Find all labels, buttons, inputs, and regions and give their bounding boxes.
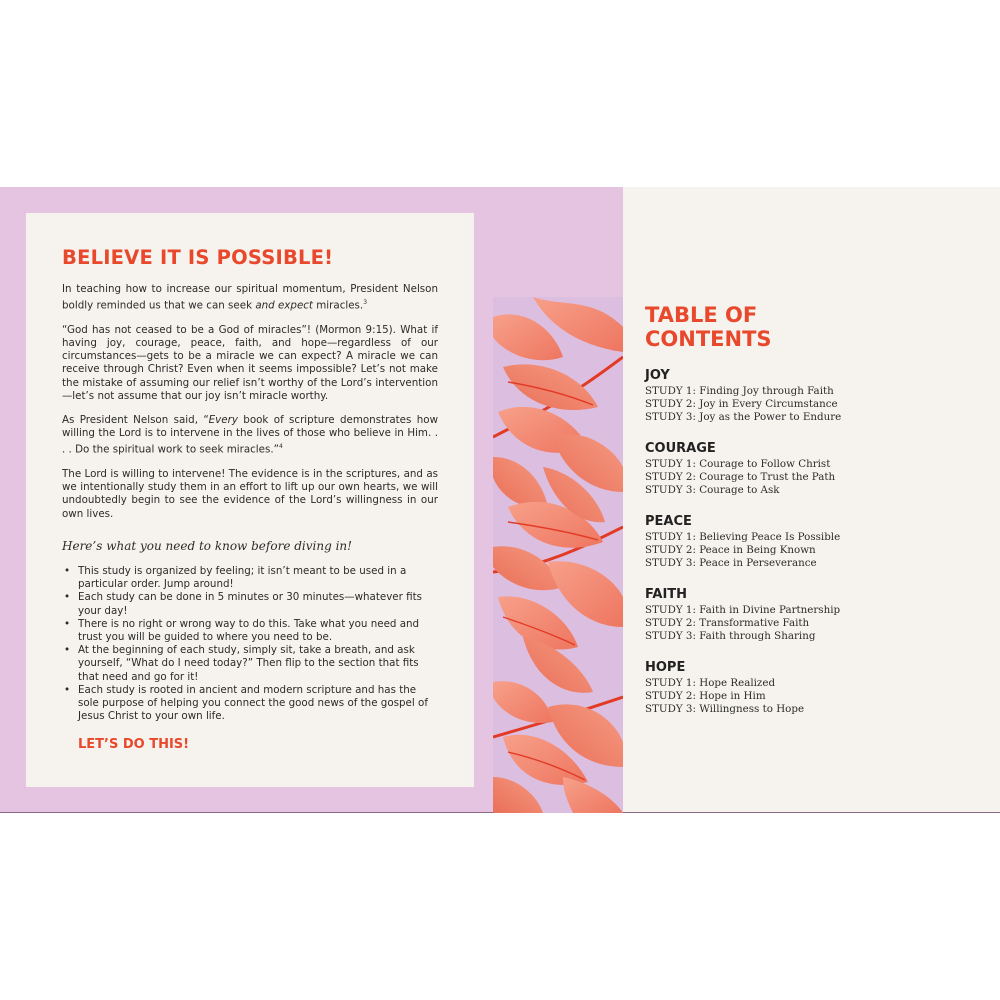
toc-entry[interactable]: STUDY 3: Faith through Sharing — [645, 630, 816, 642]
footnote-marker: 3 — [363, 299, 368, 307]
toc-list — [645, 368, 985, 733]
toc-section-heading: PEACE — [645, 514, 692, 529]
intro-paragraph: In teaching how to increase our spiritual momentum, President Nelson boldly reminded us that we can seek and expect miracles.$^3$ — [62, 283, 438, 312]
toc-section-heading: COURAGE — [645, 441, 716, 456]
leaf-illustration-strip — [493, 297, 623, 813]
toc-entry[interactable]: STUDY 3: Willingness to Hope — [645, 703, 805, 715]
left-page-card — [26, 213, 474, 787]
toc-entry[interactable]: STUDY 1: Courage to Follow Christ — [645, 458, 831, 470]
toc-entry[interactable]: STUDY 3: Courage to Ask — [645, 484, 780, 496]
coral-leaf-branches-illustration — [493, 297, 623, 813]
list-item: • There is no right or wrong way to do this. Take what you need and trust you will be guided to where you need to be. — [62, 618, 438, 644]
nelson-quote-paragraph: As President Nelson said, “Every book of scripture demonstrates how willing the Lord is to intervene in the lives of those who believe in Him. . . . Do the spiritual work to seek miracles.”$^4$ — [62, 414, 438, 456]
miracles-paragraph: “God has not ceased to be a God of miracles”! (Mormon 9:15). What if having joy, courage, peace, faith, and hope—regardless of our circumstances—gets to be a miracle we can expect? A miracle we can receive through Christ? Even when it seems impossible? Let’s not make the mistake of assuming our relief isn’t worthy of the Lord’s intervention—let’s not assume that our joy isn’t miracle worthy. — [62, 323, 438, 402]
toc-section-heading: JOY — [645, 368, 670, 383]
toc-entry[interactable]: STUDY 3: Joy as the Power to Endure — [645, 411, 842, 423]
list-item: • This study is organized by feeling; it isn’t meant to be used in a particular order. Jump around! — [62, 565, 438, 591]
toc-entry[interactable]: STUDY 1: Believing Peace Is Possible — [645, 531, 841, 543]
toc-entry[interactable]: STUDY 1: Faith in Divine Partnership — [645, 604, 841, 616]
page-heading: BELIEVE IT IS POSSIBLE! — [62, 246, 334, 269]
footnote-marker: 4 — [278, 443, 283, 451]
toc-section-joy — [645, 368, 985, 424]
toc-entry[interactable]: STUDY 2: Transformative Faith — [645, 617, 810, 629]
left-page-content — [62, 246, 438, 752]
toc-title: TABLE OF CONTENTS — [645, 303, 772, 351]
toc-section-hope — [645, 660, 985, 716]
toc-section-faith — [645, 587, 985, 643]
toc-entry[interactable]: STUDY 2: Peace in Being Known — [645, 544, 816, 556]
toc-entry[interactable]: STUDY 1: Finding Joy through Faith — [645, 385, 834, 397]
willing-paragraph: The Lord is willing to intervene! The evidence is in the scriptures, and as we intentionally study them in an effort to lift up our own hearts, we will undoubtedly begin to see the evidence of the Lord’s willingness in our own lives. — [62, 468, 438, 520]
toc-section-heading: FAITH — [645, 587, 688, 602]
list-item: • Each study is rooted in ancient and modern scripture and has the sole purpose of helping you connect the good news of the gospel of Jesus Christ to your own life. — [62, 684, 438, 724]
right-page — [623, 187, 1000, 812]
lets-do-this-callout: LET’S DO THIS! — [78, 737, 190, 753]
toc-entry[interactable]: STUDY 2: Joy in Every Circumstance — [645, 398, 838, 410]
toc-section-courage — [645, 441, 985, 497]
toc-entry[interactable]: STUDY 2: Hope in Him — [645, 690, 766, 702]
toc-entry[interactable]: STUDY 2: Courage to Trust the Path — [645, 471, 836, 483]
toc-section-peace — [645, 514, 985, 570]
before-diving-subheading: Here’s what you need to know before diving in! — [62, 538, 352, 553]
toc-section-heading: HOPE — [645, 660, 686, 675]
tips-list — [62, 565, 438, 723]
list-item: • Each study can be done in 5 minutes or 30 minutes—whatever fits your day! — [62, 591, 438, 617]
toc-entry[interactable]: STUDY 3: Peace in Perseverance — [645, 557, 817, 569]
list-item: • At the beginning of each study, simply sit, take a breath, and ask yourself, “What do I need today?” Then flip to the section that fits that need and go for it! — [62, 644, 438, 684]
toc-entry[interactable]: STUDY 1: Hope Realized — [645, 677, 776, 689]
